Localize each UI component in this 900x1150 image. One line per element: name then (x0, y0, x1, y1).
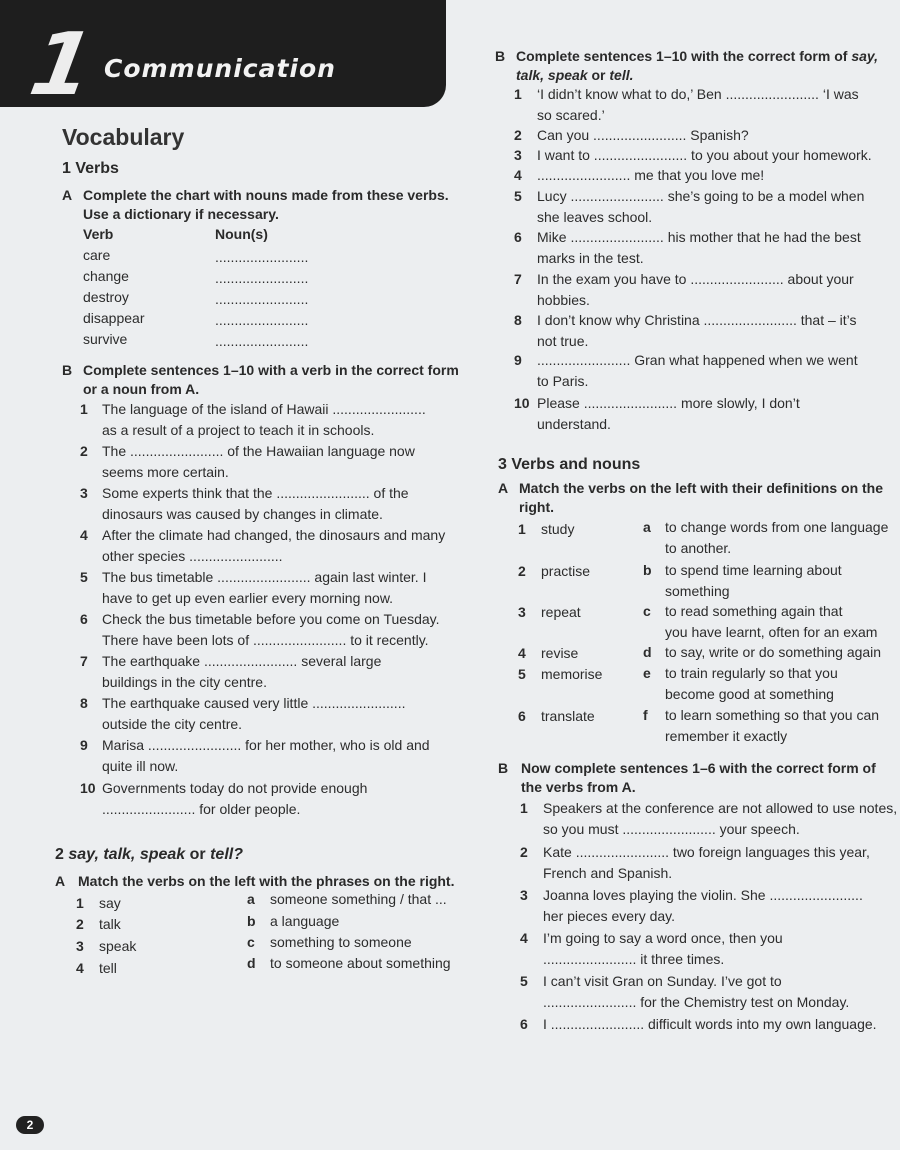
match-verb: say (99, 895, 121, 911)
match-verb: speak (99, 938, 137, 954)
item-line-1: In the exam you have to ........................ about your (537, 271, 854, 287)
definition-line-1: to learn something so that you can (665, 707, 880, 723)
exercise-2b-letter: B (495, 48, 506, 64)
item-line-2: other species ........................ (102, 548, 283, 564)
exercise-3b-instruction: Now complete sentences 1–6 with the correct form of the verbs from A. (521, 760, 876, 795)
item-number: 5 (514, 188, 522, 204)
match-number: 1 (76, 895, 84, 911)
item-line-1: Speakers at the conference are not allowed to use notes, (543, 800, 898, 816)
item-line-1: The ........................ of the Hawaiian language now (102, 443, 415, 459)
definition-line-1: to read something again that (665, 603, 843, 619)
item-line-2: ........................ for the Chemistry test on Monday. (543, 994, 850, 1010)
item-line-2: seems more certain. (102, 464, 229, 480)
match-letter: d (247, 955, 256, 971)
match-number: 2 (76, 916, 84, 932)
item-line-2: as a result of a project to teach it in schools. (102, 422, 375, 438)
exercise-3a-instruction: Match the verbs on the left with their definitions on the right. (519, 480, 884, 515)
section-title: Vocabulary (62, 124, 185, 150)
item-line-2: French and Spanish. (543, 865, 673, 881)
definition-line-2: something (665, 583, 730, 599)
match-letter: f (643, 707, 648, 723)
match-verb: translate (541, 708, 595, 724)
chart-verb: disappear (83, 310, 145, 326)
item-line-1: Kate ........................ two foreign languages this year, (543, 844, 870, 860)
item-number: 8 (514, 312, 522, 328)
match-verb: practise (541, 563, 591, 579)
item-number: 6 (80, 611, 88, 627)
chart-blank: ........................ (215, 249, 309, 265)
item-number: 2 (514, 127, 522, 143)
match-verb: talk (99, 916, 121, 932)
item-line-1: Check the bus timetable before you come on Tuesday. (102, 611, 440, 627)
match-verb: memorise (541, 666, 603, 682)
item-number: 3 (80, 485, 88, 501)
item-line-2: buildings in the city centre. (102, 674, 267, 690)
item-line-1: The language of the island of Hawaii ........................ (102, 401, 426, 417)
exercise-1b-instruction: Complete sentences 1–10 with a verb in the correct form or a noun from A. (83, 362, 459, 397)
item-line-1: Some experts think that the ........................ of the (102, 485, 409, 501)
item-number: 4 (520, 930, 528, 946)
exercise-3a-letter: A (498, 480, 509, 496)
match-number: 4 (518, 645, 526, 661)
item-number: 6 (520, 1016, 528, 1032)
match-number: 3 (518, 604, 526, 620)
item-number: 9 (514, 352, 522, 368)
item-line-1: I want to ........................ to you about your homework. (537, 147, 872, 163)
item-line-1: ........................ me that you love me! (537, 167, 765, 183)
exercise-2b-instruction: Complete sentences 1–10 with the correct form of say, talk, speak or tell. (516, 48, 879, 83)
match-number: 2 (518, 563, 526, 579)
item-number: 2 (80, 443, 88, 459)
exercise-1a-letter: A (62, 187, 73, 203)
match-letter: a (247, 891, 255, 907)
exercise-1a-instruction: Complete the chart with nouns made from these verbs. Use a dictionary if necessary. (83, 187, 449, 222)
item-line-2: ........................ for older people. (102, 801, 301, 817)
match-phrase: someone something / that ... (270, 891, 447, 907)
match-verb: tell (99, 960, 117, 976)
match-letter: d (643, 644, 652, 660)
definition-line-1: to train regularly so that you (665, 665, 838, 681)
item-number: 2 (520, 844, 528, 860)
item-line-2: ........................ it three times. (543, 951, 725, 967)
exercise-2a-instruction: Match the verbs on the left with the phrases on the right. (78, 873, 455, 889)
definition-line-1: to spend time learning about (665, 562, 842, 578)
item-line-2: marks in the test. (537, 250, 644, 266)
item-line-1: Can you ........................ Spanish? (537, 127, 749, 143)
match-phrase: something to someone (270, 934, 412, 950)
chart-blank: ........................ (215, 312, 309, 328)
exercise-1b-letter: B (62, 362, 73, 378)
unit-title: Communication (104, 54, 336, 83)
match-letter: a (643, 519, 651, 535)
item-line-1: Lucy ........................ she’s going to be a model when (537, 188, 865, 204)
item-line-1: Please ........................ more slowly, I don’t (537, 395, 800, 411)
section-2-heading: 2 say, talk, speak or tell? (55, 846, 243, 863)
chart-blank: ........................ (215, 333, 309, 349)
item-line-1: I don’t know why Christina ........................ that – it’s (537, 312, 857, 328)
item-line-2: There have been lots of ........................ to it recently. (102, 632, 429, 648)
match-letter: b (247, 913, 256, 929)
definition-line-1: to change words from one language (665, 519, 889, 535)
item-number: 5 (520, 973, 528, 989)
item-line-2: outside the city centre. (102, 716, 243, 732)
match-verb: repeat (541, 604, 581, 620)
item-line-1: After the climate had changed, the dinosaurs and many (102, 527, 446, 543)
item-number: 4 (514, 167, 522, 183)
match-number: 6 (518, 708, 526, 724)
item-number: 8 (80, 695, 88, 711)
item-number: 3 (520, 887, 528, 903)
item-number: 7 (514, 271, 522, 287)
item-number: 1 (520, 800, 528, 816)
item-line-1: The bus timetable ........................ again last winter. I (102, 569, 427, 585)
item-number: 1 (80, 401, 88, 417)
page-number: 2 (16, 1116, 44, 1134)
item-line-2: to Paris. (537, 373, 589, 389)
item-number: 5 (80, 569, 88, 585)
item-line-1: The earthquake ........................ several large (102, 653, 382, 669)
item-number: 6 (514, 229, 522, 245)
item-line-2: dinosaurs was caused by changes in climate. (102, 506, 383, 522)
item-line-2: so you must ........................ your speech. (543, 821, 800, 837)
exercise-2a-letter: A (55, 873, 66, 889)
match-letter: c (643, 603, 651, 619)
chart-blank: ........................ (215, 270, 309, 286)
item-line-1: I can’t visit Gran on Sunday. I’ve got to (543, 973, 782, 989)
item-number: 10 (514, 395, 530, 411)
section-3-heading: 3 Verbs and nouns (498, 456, 641, 473)
item-number: 4 (80, 527, 88, 543)
exercise-3b-letter: B (498, 760, 509, 776)
item-number: 1 (514, 86, 522, 102)
item-line-1: Mike ........................ his mother that he had the best (537, 229, 861, 245)
match-phrase: a language (270, 913, 340, 929)
match-letter: b (643, 562, 652, 578)
item-line-2: quite ill now. (102, 758, 179, 774)
item-line-2: her pieces every day. (543, 908, 676, 924)
match-verb: revise (541, 645, 579, 661)
match-number: 5 (518, 666, 526, 682)
definition-line-2: you have learnt, often for an exam (665, 624, 878, 640)
definition-line-1: to say, write or do something again (665, 644, 882, 660)
chart-verb: survive (83, 331, 128, 347)
item-line-2: have to get up even earlier every morning now. (102, 590, 394, 606)
item-line-2: so scared.’ (537, 107, 605, 123)
item-line-2: she leaves school. (537, 209, 653, 225)
chart-verb: change (83, 268, 129, 284)
item-number: 9 (80, 737, 88, 753)
unit-header (0, 0, 446, 115)
definition-line-2: to another. (665, 540, 732, 556)
chart-verb: destroy (83, 289, 129, 305)
item-number: 10 (80, 780, 96, 796)
match-number: 3 (76, 938, 84, 954)
match-letter: c (247, 934, 255, 950)
item-line-1: I’m going to say a word once, then you (543, 930, 783, 946)
chart-verb: care (83, 247, 111, 263)
column-header-noun: Noun(s) (215, 226, 268, 242)
match-verb: study (541, 521, 575, 537)
section-1-heading: 1 Verbs (62, 160, 119, 177)
chart-blank: ........................ (215, 291, 309, 307)
match-phrase: to someone about something (270, 955, 451, 971)
match-letter: e (643, 665, 651, 681)
column-header-verb: Verb (83, 226, 114, 242)
item-line-1: ‘I didn’t know what to do,’ Ben ........................ ‘I was (537, 86, 859, 102)
item-number: 7 (80, 653, 88, 669)
item-line-2: hobbies. (537, 292, 590, 308)
definition-line-2: remember it exactly (665, 728, 788, 744)
item-line-1: I ........................ difficult words into my own language. (543, 1016, 877, 1032)
match-number: 4 (76, 960, 84, 976)
item-line-1: Joanna loves playing the violin. She ........................ (543, 887, 863, 903)
definition-line-2: become good at something (665, 686, 834, 702)
item-line-1: Governments today do not provide enough (102, 780, 368, 796)
unit-number: 1 (23, 15, 101, 115)
item-line-1: Marisa ........................ for her mother, who is old and (102, 737, 430, 753)
item-line-1: The earthquake caused very little ........................ (102, 695, 406, 711)
item-number: 3 (514, 147, 522, 163)
match-number: 1 (518, 521, 526, 537)
item-line-1: ........................ Gran what happened when we went (537, 352, 858, 368)
item-line-2: not true. (537, 333, 589, 349)
item-line-2: understand. (537, 416, 611, 432)
